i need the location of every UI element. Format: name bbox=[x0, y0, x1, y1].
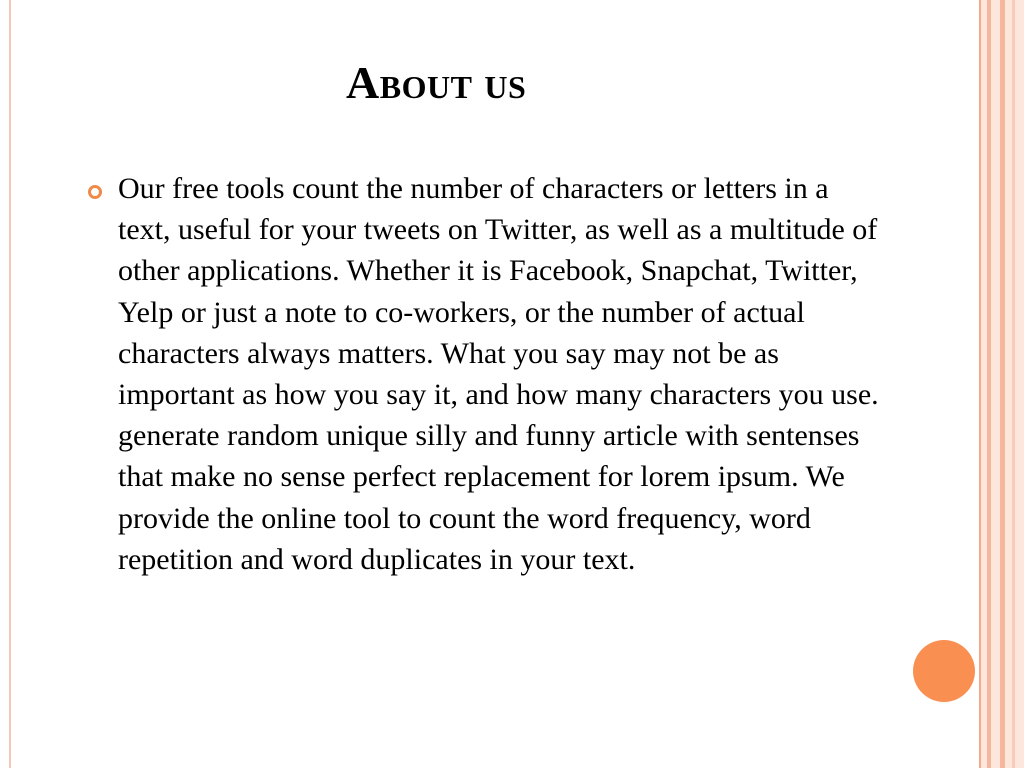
ring-bullet-icon bbox=[88, 185, 102, 199]
decorative-stripe bbox=[987, 0, 991, 768]
slide-content bbox=[88, 168, 888, 580]
bullet-item bbox=[88, 168, 888, 580]
decorative-circle bbox=[913, 640, 975, 702]
decorative-stripe bbox=[979, 0, 981, 768]
decorative-stripe bbox=[1000, 0, 1005, 768]
slide-title: About us bbox=[346, 57, 527, 108]
decorative-stripe bbox=[1012, 0, 1015, 768]
left-border-line bbox=[9, 0, 11, 768]
bullet-text: Our free tools count the number of characters or letters in a text, useful for your tweets on Twitter, as well as a multitude of other applications. Whether it is Facebook, Snapchat, Twitter, Yelp or just a note to co-workers, or the number of actual characters always matters. What you say may not be as important as how you say it, and how many characters you use. generate random unique silly and funny article with sentenses that make no sense perfect replacement for lorem ipsum. We provide the online tool to count the word frequency, word repetition and word duplicates in your text. bbox=[118, 172, 879, 576]
